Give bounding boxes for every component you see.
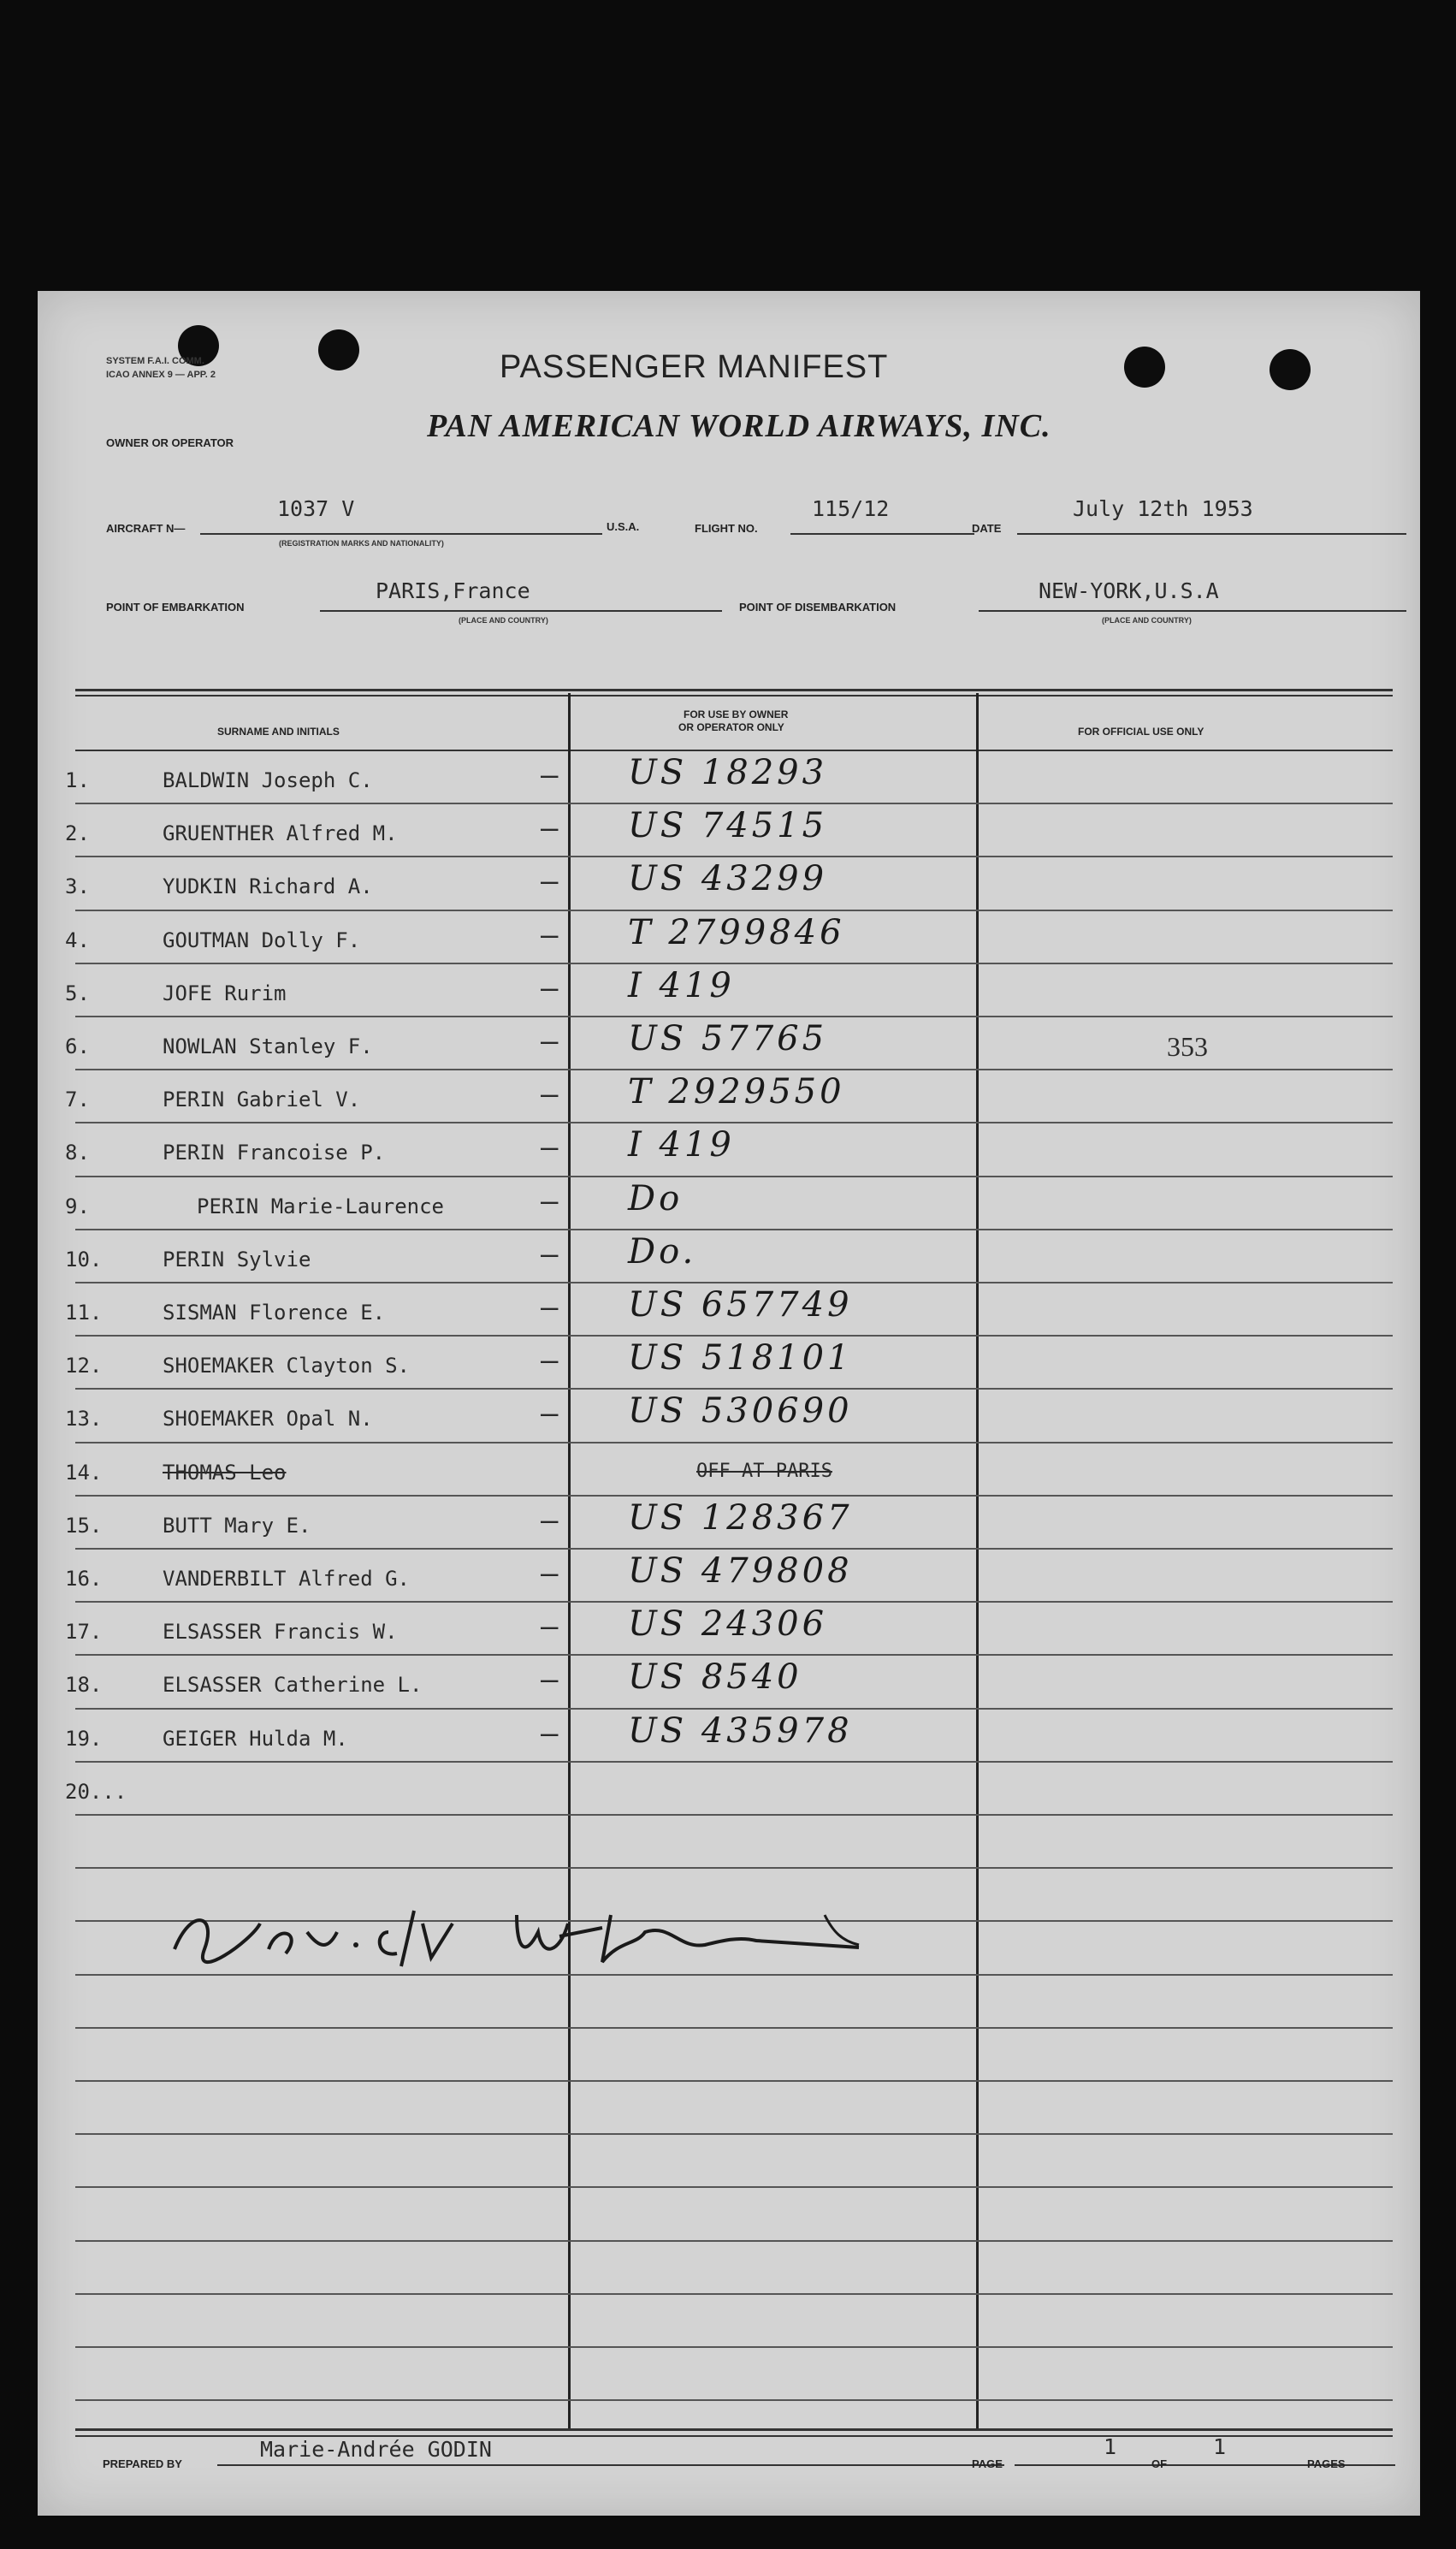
table-row bbox=[38, 1176, 1420, 1229]
passport-number: US 74515 bbox=[628, 806, 828, 845]
punch-hole bbox=[318, 329, 359, 370]
table-row bbox=[38, 1282, 1420, 1335]
row-rule bbox=[75, 2240, 1393, 2242]
row-number: 1. bbox=[65, 768, 90, 792]
embark-label: POINT OF EMBARKATION bbox=[106, 601, 245, 614]
punch-hole bbox=[1270, 349, 1311, 390]
passenger-name: PERIN Gabriel V. bbox=[163, 1088, 361, 1111]
row-number: 8. bbox=[65, 1141, 90, 1165]
passenger-name: SHOEMAKER Clayton S. bbox=[163, 1354, 410, 1378]
row-number: 12. bbox=[65, 1354, 103, 1378]
passenger-name: YUDKIN Richard A. bbox=[163, 874, 373, 898]
check-mark: — bbox=[541, 1024, 559, 1058]
row-rule bbox=[75, 2346, 1393, 2348]
page-total: 1 bbox=[1213, 2434, 1227, 2459]
page-number: 1 bbox=[1104, 2434, 1117, 2459]
table-row bbox=[38, 1069, 1420, 1122]
table-top-rule bbox=[75, 689, 1393, 691]
aircraft-underline bbox=[200, 533, 602, 535]
punch-hole bbox=[1124, 347, 1165, 388]
table-row bbox=[38, 1548, 1420, 1601]
check-mark: — bbox=[541, 1556, 559, 1591]
row-number: 15. bbox=[65, 1514, 103, 1538]
check-mark: — bbox=[541, 1130, 559, 1165]
table-bottom-rule bbox=[75, 2428, 1393, 2431]
table-row bbox=[38, 1335, 1420, 1388]
airline-name: PAN AMERICAN WORLD AIRWAYS, INC. bbox=[427, 408, 1051, 444]
row-number: 17. bbox=[65, 1620, 103, 1644]
flight-number: 115/12 bbox=[812, 496, 890, 521]
row-number: 18. bbox=[65, 1673, 103, 1697]
row-number: 6. bbox=[65, 1034, 90, 1058]
table-row bbox=[38, 750, 1420, 803]
passenger-name: ELSASSER Catherine L. bbox=[163, 1673, 423, 1697]
table-row bbox=[38, 1388, 1420, 1441]
aircraft-value: 1037 V bbox=[277, 496, 355, 521]
table-row bbox=[38, 1708, 1420, 1761]
check-mark: — bbox=[541, 1184, 559, 1218]
table-row bbox=[38, 963, 1420, 1016]
passenger-name: JOFE Rurim bbox=[163, 981, 287, 1005]
check-mark: — bbox=[541, 864, 559, 898]
row-number: 13. bbox=[65, 1407, 103, 1431]
passport-number: US 479808 bbox=[628, 1551, 853, 1591]
row-number: 16. bbox=[65, 1567, 103, 1591]
table-row bbox=[38, 1601, 1420, 1654]
passport-number: I 419 bbox=[628, 1125, 735, 1165]
column-header-owner-2: OR OPERATOR ONLY bbox=[678, 721, 784, 733]
disembark-sub: (PLACE AND COUNTRY) bbox=[1102, 616, 1192, 625]
handwritten-signature bbox=[157, 1898, 1116, 1975]
column-header-name: SURNAME AND INITIALS bbox=[217, 726, 340, 738]
flight-underline bbox=[790, 533, 974, 535]
check-mark: — bbox=[541, 1609, 559, 1644]
passport-number: US 24306 bbox=[628, 1604, 828, 1644]
passenger-name: GEIGER Hulda M. bbox=[163, 1727, 348, 1751]
usa-label: U.S.A. bbox=[607, 520, 640, 533]
table-row bbox=[38, 856, 1420, 909]
aircraft-sub: (REGISTRATION MARKS AND NATIONALITY) bbox=[279, 539, 444, 548]
table-row bbox=[38, 1761, 1420, 1814]
table-row bbox=[38, 1016, 1420, 1069]
passport-number: OFF AT PARIS bbox=[696, 1461, 832, 1482]
table-row bbox=[38, 1122, 1420, 1175]
page-label: PAGE bbox=[972, 2457, 1003, 2470]
passenger-name: SISMAN Florence E. bbox=[163, 1301, 386, 1325]
row-rule bbox=[75, 2027, 1393, 2029]
pages-label: PAGES bbox=[1307, 2457, 1346, 2470]
row-number: 19. bbox=[65, 1727, 103, 1751]
row-number: 14. bbox=[65, 1461, 103, 1485]
passenger-name: NOWLAN Stanley F. bbox=[163, 1034, 373, 1058]
passenger-name: VANDERBILT Alfred G. bbox=[163, 1567, 410, 1591]
passport-number: US 8540 bbox=[628, 1657, 802, 1697]
row-number: 3. bbox=[65, 874, 90, 898]
passport-number: US 518101 bbox=[628, 1338, 853, 1378]
passport-number: US 435978 bbox=[628, 1711, 853, 1751]
row-rule bbox=[75, 2080, 1393, 2082]
passport-number: US 43299 bbox=[628, 859, 828, 898]
check-mark: — bbox=[541, 811, 559, 845]
table-row bbox=[38, 1442, 1420, 1495]
passenger-name: PERIN Sylvie bbox=[163, 1248, 311, 1272]
row-number: 20... bbox=[65, 1780, 127, 1804]
passport-number: Do. bbox=[628, 1232, 697, 1272]
row-rule bbox=[75, 2293, 1393, 2295]
disembark-label: POINT OF DISEMBARKATION bbox=[739, 601, 897, 614]
passport-number: US 18293 bbox=[628, 753, 828, 792]
prepared-underline bbox=[217, 2464, 1004, 2466]
check-mark: — bbox=[541, 1237, 559, 1272]
passport-number: T 2799846 bbox=[628, 913, 845, 952]
passenger-name: SHOEMAKER Opal N. bbox=[163, 1407, 373, 1431]
row-rule bbox=[75, 1867, 1393, 1869]
column-header-owner: FOR USE BY OWNER bbox=[684, 708, 789, 720]
passenger-name: PERIN Francoise P. bbox=[163, 1141, 386, 1165]
check-mark: — bbox=[541, 758, 559, 792]
row-number: 9. bbox=[65, 1194, 90, 1218]
passport-number: US 530690 bbox=[628, 1391, 853, 1431]
official-entry: 353 bbox=[1167, 1031, 1208, 1062]
row-rule bbox=[75, 2399, 1393, 2401]
table-row bbox=[38, 1229, 1420, 1282]
flight-date: July 12th 1953 bbox=[1073, 496, 1253, 521]
table-top-rule-2 bbox=[75, 695, 1393, 697]
row-rule bbox=[75, 2133, 1393, 2135]
passport-number: I 419 bbox=[628, 966, 735, 1005]
column-header-official: FOR OFFICIAL USE ONLY bbox=[1078, 726, 1204, 738]
aircraft-label: AIRCRAFT N— bbox=[106, 522, 186, 535]
passport-number: US 57765 bbox=[628, 1019, 828, 1058]
system-note: SYSTEM F.A.I. COMM. bbox=[106, 356, 204, 366]
table-row bbox=[38, 803, 1420, 856]
row-number: 11. bbox=[65, 1301, 103, 1325]
table-row bbox=[38, 1654, 1420, 1707]
row-rule bbox=[75, 1814, 1393, 1816]
passport-number: T 2929550 bbox=[628, 1072, 845, 1111]
passenger-name: PERIN Marie-Laurence bbox=[197, 1194, 444, 1218]
system-note-2: ICAO ANNEX 9 — APP. 2 bbox=[106, 370, 216, 380]
table-row bbox=[38, 1495, 1420, 1548]
check-mark: — bbox=[541, 971, 559, 1005]
disembark-underline bbox=[979, 610, 1406, 612]
row-number: 5. bbox=[65, 981, 90, 1005]
embark-value: PARIS,France bbox=[376, 578, 530, 603]
of-label: OF bbox=[1151, 2457, 1168, 2470]
disembark-value: NEW-YORK,U.S.A bbox=[1039, 578, 1219, 603]
passenger-name: BALDWIN Joseph C. bbox=[163, 768, 373, 792]
check-mark: — bbox=[541, 1077, 559, 1111]
passenger-name: ELSASSER Francis W. bbox=[163, 1620, 398, 1644]
embark-sub: (PLACE AND COUNTRY) bbox=[459, 616, 548, 625]
passenger-name: GRUENTHER Alfred M. bbox=[163, 821, 398, 845]
passenger-name: GOUTMAN Dolly F. bbox=[163, 928, 361, 952]
passport-number: US 657749 bbox=[628, 1285, 853, 1325]
check-mark: — bbox=[541, 1396, 559, 1431]
date-underline bbox=[1017, 533, 1406, 535]
check-mark: — bbox=[541, 1290, 559, 1325]
check-mark: — bbox=[541, 1716, 559, 1751]
table-row bbox=[38, 910, 1420, 963]
row-number: 4. bbox=[65, 928, 90, 952]
passport-number: Do bbox=[628, 1179, 684, 1218]
row-number: 7. bbox=[65, 1088, 90, 1111]
passenger-name: THOMAS Leo bbox=[163, 1461, 287, 1485]
check-mark: — bbox=[541, 918, 559, 952]
check-mark: — bbox=[541, 1343, 559, 1378]
row-number: 10. bbox=[65, 1248, 103, 1272]
date-label: DATE bbox=[972, 522, 1002, 535]
check-mark: — bbox=[541, 1503, 559, 1538]
flight-label: FLIGHT NO. bbox=[695, 522, 758, 535]
passenger-name: BUTT Mary E. bbox=[163, 1514, 311, 1538]
prepared-label: PREPARED BY bbox=[103, 2457, 182, 2470]
prepared-by: Marie-Andrée GODIN bbox=[260, 2437, 492, 2462]
page-title: PASSENGER MANIFEST bbox=[500, 349, 889, 385]
row-number: 2. bbox=[65, 821, 90, 845]
embark-underline bbox=[320, 610, 722, 612]
owner-label: OWNER OR OPERATOR bbox=[106, 436, 234, 449]
row-rule bbox=[75, 2186, 1393, 2188]
manifest-sheet bbox=[38, 291, 1420, 2516]
check-mark: — bbox=[541, 1663, 559, 1697]
passport-number: US 128367 bbox=[628, 1498, 853, 1538]
